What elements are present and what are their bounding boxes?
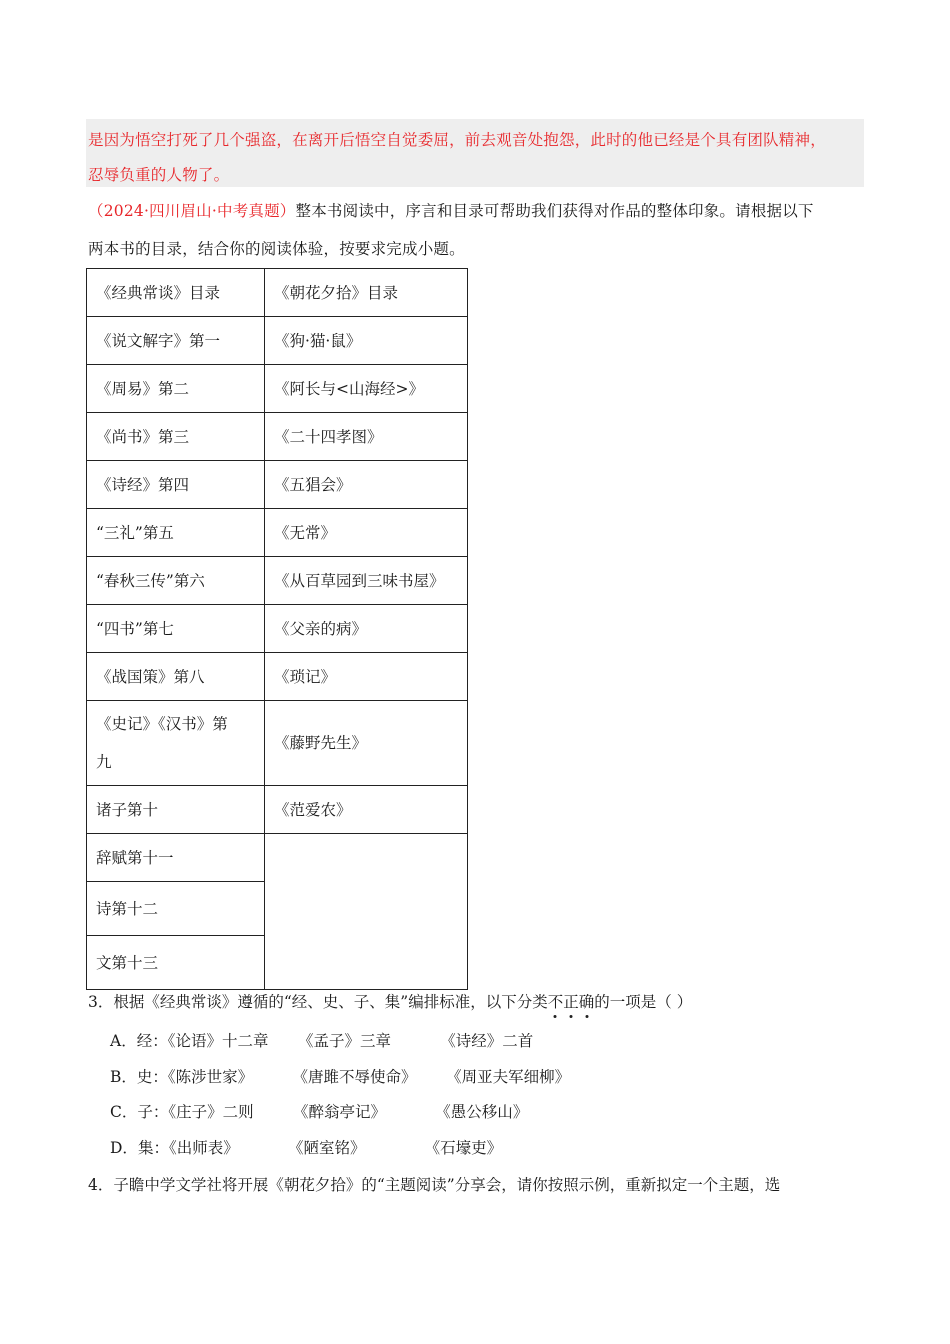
question-3-text-end: 的一项是（ ） — [594, 993, 693, 1011]
toc-left-cell: 《尚书》第三 — [87, 413, 265, 461]
toc-left-cell: 《诗经》第四 — [87, 461, 265, 509]
toc-right-cell: 《范爱农》 — [265, 786, 468, 834]
toc-table — [86, 268, 468, 990]
option-text: 集：《出师表》 《陋室铭》 《石壕吏》 — [137, 1139, 503, 1157]
toc-right-cell: 《琐记》 — [265, 653, 468, 701]
toc-left-cell: “春秋三传”第六 — [87, 557, 265, 605]
emphasis-char: 确 — [579, 990, 595, 1012]
toc-left-cell: 文第十三 — [87, 936, 265, 990]
table-header-row — [87, 269, 468, 317]
toc-right-cell: 《无常》 — [265, 509, 468, 557]
table-row — [87, 509, 468, 557]
toc-right-cell: 《五猖会》 — [265, 461, 468, 509]
table-row — [87, 413, 468, 461]
toc-left-cell — [87, 701, 265, 786]
question-source: （2024·四川眉山·中考真题） — [88, 202, 296, 220]
answer-line-1: 是因为悟空打死了几个强盗，在离开后悟空自觉委屈，前去观音处抱怨，此时的他已经是个具有团队精神， — [88, 131, 826, 149]
toc-left-cell: 《说文解字》第一 — [87, 317, 265, 365]
option-b — [110, 1065, 570, 1087]
table-row — [87, 605, 468, 653]
header-zhaohua: 《朝花夕拾》目录 — [265, 269, 468, 317]
option-text: 史：《陈涉世家》 《唐雎不辱使命》 《周亚夫军细柳》 — [136, 1068, 571, 1086]
answer-line-2: 忍辱负重的人物了。 — [88, 166, 230, 184]
option-letter: D． — [110, 1139, 138, 1157]
emphasis-char: 正 — [563, 990, 579, 1012]
question-3 — [88, 990, 692, 1012]
table-row — [87, 557, 468, 605]
toc-left-cell: 诗第十二 — [87, 882, 265, 936]
toc-right-cell: 《从百草园到三味书屋》 — [265, 557, 468, 605]
question-4-number: 4． — [88, 1176, 114, 1194]
option-c — [110, 1100, 528, 1122]
option-text: 经：《论语》十二章 《孟子》三章 《诗经》二首 — [136, 1032, 534, 1050]
question-3-number: 3． — [88, 993, 114, 1011]
question-4 — [88, 1173, 780, 1195]
question-3-text: 根据《经典常谈》遵循的“经、史、子、集”编排标准，以下分类 — [113, 993, 548, 1011]
option-d — [110, 1136, 502, 1158]
table-row — [87, 653, 468, 701]
option-letter: B． — [110, 1068, 137, 1086]
table-row — [87, 461, 468, 509]
header-jingdian: 《经典常谈》目录 — [87, 269, 265, 317]
option-letter: A． — [110, 1032, 137, 1050]
emphasis-char: 不 — [548, 990, 564, 1012]
toc-left-cell: 《战国策》第八 — [87, 653, 265, 701]
intro-line-1 — [88, 199, 814, 221]
toc-empty-cell — [265, 834, 468, 990]
table-row — [87, 365, 468, 413]
table-row — [87, 317, 468, 365]
table-row — [87, 834, 468, 882]
toc-right-cell: 《阿长与<山海经>》 — [265, 365, 468, 413]
toc-left-cell: 诸子第十 — [87, 786, 265, 834]
option-text: 子：《庄子》二则 《醉翁亭记》 《愚公移山》 — [137, 1103, 529, 1121]
question-4-text: 子瞻中学文学社将开展《朝花夕拾》的“主题阅读”分享会，请你按照示例，重新拟定一个主题，选 — [113, 1176, 781, 1194]
table-row — [87, 786, 468, 834]
toc-left-cell: 《周易》第二 — [87, 365, 265, 413]
toc-right-cell: 《父亲的病》 — [265, 605, 468, 653]
option-a — [110, 1029, 533, 1051]
toc-left-cell: “三礼”第五 — [87, 509, 265, 557]
table-row — [87, 701, 468, 786]
toc-left-cell: “四书”第七 — [87, 605, 265, 653]
toc-right-cell: 《狗·猫·鼠》 — [265, 317, 468, 365]
toc-right-cell: 《二十四孝图》 — [265, 413, 468, 461]
toc-left-cell-line-2: 九 — [96, 753, 112, 771]
toc-left-cell-line-1: 《史记》《汉书》第 — [96, 715, 228, 733]
toc-left-cell: 辞赋第十一 — [87, 834, 265, 882]
option-letter: C． — [110, 1103, 138, 1121]
toc-right-cell: 《藤野先生》 — [265, 701, 468, 786]
intro-line-2: 两本书的目录，结合你的阅读体验，按要求完成小题。 — [88, 240, 465, 258]
intro-text-1: 整本书阅读中，序言和目录可帮助我们获得对作品的整体印象。请根据以下 — [295, 202, 814, 220]
